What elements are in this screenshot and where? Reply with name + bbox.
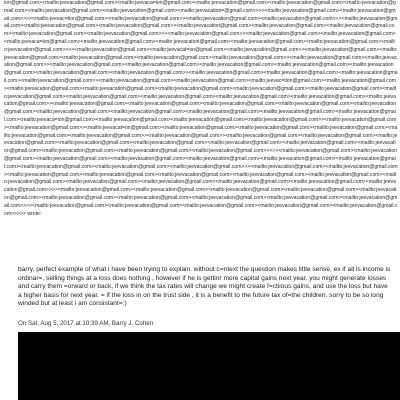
redaction-block (18, 332, 400, 400)
reply-attribution: On Sat, Aug 5, 2017 at 10:39 AM, Barry J. Cohen (18, 320, 154, 327)
message-body (18, 266, 392, 309)
quoted-thread (4, 0, 398, 236)
message-paragraph: barry, perfect example of what i have been trying to explain. without c=ntext the question makes little sense. ex if all is income is ordinar=, selling things at a loss does nothing , however if he is gettinr more capital gains next year. you might generate losses and carry them =orward or back, if we think the tax rates will change we might create f=ctiious gains, and use the loss but have a higher basis for next year. = if the loss in on the trust side , it is a benefit to the future tax of=the children. sorry to be so long winded but at least i am consistant=:) (18, 266, 391, 308)
quoted-mailto-links[interactable]: ion@gmail.com><mailto:jeevacation@gmail.com><mailto:jeevaca=ion@gmail.com><mailto:jeevacation@gmail.com><mailto:jeevacation@gmail.com><mailto:jeevacation@gmail.com><mailto:jeevacation@gmail.com><mailto:jeevacation@gmail.com><mailto:jeevacation=@gmail.com>>>><mailto:jeevacation@gmail.com><mailto:jeevacation@gmail.com>>>><mailto:jeevac=tion@gmail.com><mailto:jeevacation@gmail.com>><mailto:jeevacation@gmail.com><mailto:jeevacation@gmail.com>>><mailto:jeevacation@gmail.com><mailto:jeevacation@gmail.com><mailto:jeevacation@gmail.com>><mailto:jeevacation@gmail.com><mailto:jeevacation@gmail.com><mailto:jeevacation@gmail.com><mailto:jeevacation@gmail.com><mailto:jeevacation@gmail.com>>><mailto:jeevacation@gmail.com>><mailto:jeevacation@gmail.com><mailto:jeevacation@gmail.com><mailto:jeevaca=ion@gmail.com><mailto:jeevacation@gmail.com><mailto:jeevacation@gmail.com><mailto:jeevacation@gmail.com><mailto:jeevacation@gmail.com><mailto:jeevacation@gmail.com>>>><mailto:jeevacation@gmail.com><mailto:jeevacat=on@gmail.com><mailto:jeevacation@gmail.com>><mailto:jeevacation@gmail.com><mailto:jeevacation@gmail.com><mailto:jeevacation@gmail.com><mailto:jeevacation@gmail.com><mailto:jeevacation@gmail.com>><mailto:jeevacation@gmail.com><mailto:jeevacation@gmail.com>><mailto:jeevacation@gmail.com><mailto:jeevacation@gmail.com><mailto:jeevacation@gmail.com><mailto:jeevacation@gmail.com><mailto:jeevacation@gmail.com><mailto:jeevacation@gmail.com><mailto:jeevacation@gmail.com>><mailto:jeevacation@gmail.com><mailto:jeevacation@gmail.com><mailto:jeevacation@gmail.com><mailto:jeevacation@gmail.com>><mailto:jeevacation@gmail.com><mailto:jeevacation@gmail.com><mailto:jeevac=tion@gmail.com><mailto:jeevacation@gmail.com><mailto:jeevacation@gmail.com><mailto:jeevacation@gmail.com><mailto:jeevacation@gmail.com><mailto:jeevacation@gmail.com><mailto:jeevacation@gmail.com><mailto:jeevacation@gmail.com><mailto:jeevacation@gmail.com><mailto:jeevacation@gmail.com><mailto:jeevacation@gmail.com><mailto:jeevacation@gmail.com><mailto:jeevacation@gmail.com>><mailto:jeevacation@gmail.com><mailto:jeevacation@gmail.com><mailto:jeevacation@gmail.com><mailto:jeevacation@gmail.com><mailto:jeevacation@gmail.com><mailto:jeevacation@gmail.com><mailto:jeevacation@gmail.com><mailto:jeevacation@gmail.com><mailto:jeevacation@gmail.com><mailto:jeevacation@gmail.com><mailto:jeevaca=ion@gmail.com><mailto:jeevacation@gmail.com><mailto:jeevacation@gmail.com><mailto:jeevacation@gmail.com>><mailto:jeevacation@gmail.com><mailto:jeevacation@gmail.com>><mailto:jeevacat=on@gmail.com><mailto:jeevacation@gmail.com><mailto:jeevacation@gmail.com><mailto:jeevacation@gmail.com><mailto:jeevacation@gmail.com><mailto:jeevacation@gmail.com>><mailto:jeevacation@gmail.com>><mailto:jeevacation@gmail.com><mailto:jeevacation@gmail.com><mailto:jeevacation@gmail.com><mailto:jeevacation@gmail.com><mailto:jeevacation@gmail.com><mailto:jeevacation@gmail.com><mailto:jeevacation@gmail.com><mailto:jeevacation@gmail.com><mailto:jeevacation@gmail.com><mailto:jeevacation@gmail.com><mailto:jeevacation@gmail.com>>>>><mailto:jeevacation@gmail.com><mailto:jeevacation@gmail.com><mailto:jeevacation@gmail.com><mailto:jeevacation@gmail.com><mailto:jeevacation@gmail.com><mailto:jeevacation@gmail.com><mailto:jeevacation@gmail.com><mailto:jeevacation@gmail.com><mailto:jeevacation@gmail.com><mailto:jeevacation@gmail.com>>><mailto:jeevacation@gmail.com><mailto:jeevacation@gmail.com><mailto:jeevacation@gmail.com><mailto:jeevacation@gmail.com><mailto:jeevacation@gmail.com><mailto:jeevacation@gmail.com><mailto:jeevacation@gmail.com><mailto:jeevacation@gmail.com><mailto:jeevacation@gmail.com><mailto:jeevacation@gmail.com><mailto:jeevacation@gmail.com><mailto:jeevacation@gmail.com><mailto:jeevacation@gmail.com>>>><mailto:jeevacation@gmail.com><mailto:jeevacation@gmail.com><mailto:jeevacation@gmail.com><mailto:jeevacation@gmail.com><mailto:jeevacation@gmail.com><mailto:jeevacation@gmail.com><mailto:jeevacation@gmail.com><mailto:jeevacation@gmail.com><mailto:jeevacation@gmail.com><mailto:jeevacation@gmail.com>>>><mailto:jeevacation@gmail.com><mailto:jeevacation@gmail.com><mailto:jeevacation@gmail.com><mailto:jeevacation@gmail.com><mailto:jeevacation@gmail.com>>>>> wrote: (4, 0, 398, 217)
